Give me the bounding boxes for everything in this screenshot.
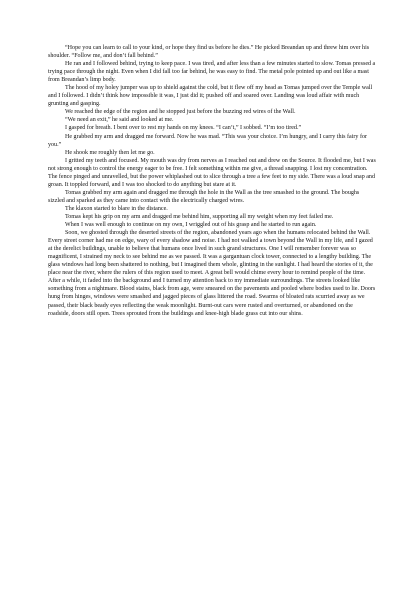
paragraph: Soon, we ghosted through the deserted streets of the region, abandoned years ago when the humans relocated behind the Wall. Every street corner had me on edge, wary of every shadow and noise. I had not walked a town beyond the Wall in my life, and I gazed at the derelict buildings, unable to believe that humans once lived in such grand structures. One I will remember forever was so magnificent, I strained my neck to see behind me as we passed. It was a gargantuan clock tower, connected to a lengthy building. The glass windows had long been shattered to nothing, but I imagined them whole, glinting in the sunlight. I had heard the stories of it, the place near the river, where the rulers of this region used to meet. A great bell would chime every hour to remind people of the time. After a while, it faded into the background and I turned my attention back to my immediate surroundings. The streets looked like something from a nightmare. Blood stains, black from age, were smeared on the pavements and pooled where bodies used to lie. Doors hung from hinges, windows were smashed and jagged pieces of glass littered the road. Swarms of bloated rats scurried away as we passed, their black beady eyes reflecting the weak moonlight. Burnt-out cars were rusted and overturned, or abandoned on the roadside, doors still open. Trees sprouted from the buildings and knee-high blade grass cut into our shins.	[48, 230, 376, 317]
paragraph: The hood of my holey jumper was up to shield against the cold, but it flew off my head as Tomas jumped over the Temple wall and I followed. I didn’t think how impossible it was, I just did it; pushed off and soared over. Landing was loud affair with much grunting and gasping.	[48, 85, 373, 108]
paragraph: He ran and I followed behind, trying to keep pace. I was tired, and after less than a few minutes started to slow. Tomas pressed a trying pace through the night. Even when I did fall too far behind, he was easy to find. The metal pole pointed up and out like a mast from Breandan’s limp body.	[48, 61, 376, 84]
paragraph: I gritted my teeth and focused. My mouth was dry from nerves as I reached out and drew on the Source. It flooded me, but I was not strong enough to control the energy eager to be free. I felt something within me give, a thread snapping. I lost my concentration. The fence pinged and unravelled, but the power whiplashed out to slice through a tree a few feet to my side. There was a loud snap and groan. It toppled forward, and I was too shocked to do anything but stare at it.	[48, 157, 376, 188]
paragraph: Tomas grabbed my arm again and dragged me through the hole in the Wall as the tree smashed to the ground. The boughs sizzled and sparked as they came into contact with the electrically charged wires.	[48, 189, 360, 204]
paragraph: I gasped for breath. I bent over to rest my hands on my knees. “I can’t,” I sobbed. “I’m too tired.”	[65, 125, 302, 132]
paragraph: He shook me roughly then let me go.	[65, 149, 155, 156]
page-body	[48, 44, 376, 318]
paragraph: “We need an exit,” he said and looked at me.	[65, 117, 174, 124]
paragraph: We reached the edge of the region and he stopped just before the buzzing red wires of the Wall.	[65, 109, 296, 116]
paragraph: He grabbed my arm and dragged me forward. Now he was mad. “This was your choice. I’m hungry, and I carry this fairy for you.”	[48, 133, 368, 148]
paragraph: “Hope you can learn to call to your kind, or hope they find us before he dies.” He picked Breandan up and threw him over his shoulder. “Follow me, and don’t fall behind.”	[48, 45, 370, 60]
paragraph: The klaxon started to blare in the distance.	[65, 205, 168, 212]
paragraph: Tomas kept his grip on my arm and dragged me behind him, supporting all my weight when my feet failed me.	[65, 213, 334, 220]
paragraph: When I was well enough to continue on my own, I wriggled out of his grasp and he started to run again.	[65, 222, 317, 229]
